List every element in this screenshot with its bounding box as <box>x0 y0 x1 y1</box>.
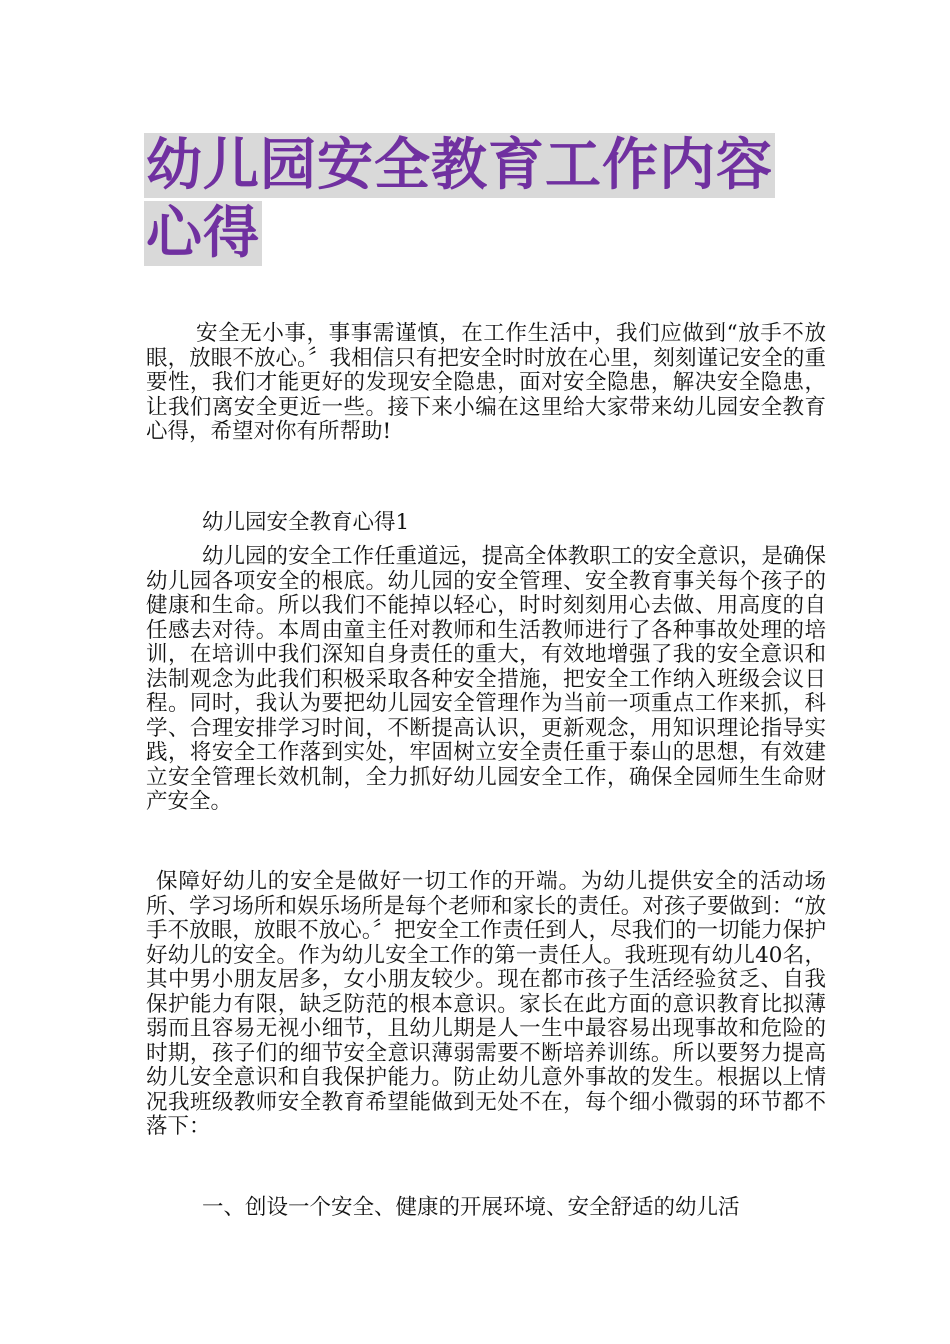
section-heading: 幼儿园安全教育心得1 <box>202 510 410 535</box>
list-item-1: 一、创设一个安全、健康的开展环境、安全舒适的幼儿活 <box>202 1195 740 1220</box>
intro-paragraph: 安全无小事，事事需谨慎，在工作生活中，我们应做到“放手不放眼，放眼不放心。〞我相信只有把安全时时放在心里，刻刻谨记安全的重要性，我们才能更好的发现安全隐患，面对安全隐患，解决安全隐患，让我们离安全更近一些。接下来小编在这里给大家带来幼儿园安全教育心得，希望对你有所帮助! <box>146 321 826 444</box>
title-text: 幼儿园安全教育工作内容心得 <box>146 133 773 266</box>
body-paragraph-2: 保障好幼儿的安全是做好一切工作的开端。为幼儿提供安全的活动场所、学习场所和娱乐场所是每个老师和家长的责任。对孩子要做到：“放手不放眼，放眼不放心。〞把安全工作责任到人，尽我们的一切能力保护好幼儿的安全。作为幼儿安全工作的第一责任人。我班现有幼儿40名，其中男小朋友居多，女小朋友较少。现在都市孩子生活经验贫乏、自我保护能力有限，缺乏防范的根本意识。家长在此方面的意识教育比拟薄弱而且容易无视小细节，且幼儿期是人一生中最容易出现事故和危险的时期，孩子们的细节安全意识薄弱需要不断培养训练。所以要努力提高幼儿安全意识和自我保护能力。防止幼儿意外事故的发生。根据以上情况我班级教师安全教育希望能做到无处不在，每个细小微弱的环节都不落下： <box>146 869 826 1139</box>
document-title <box>144 132 814 268</box>
body-paragraph-1: 幼儿园的安全工作任重道远，提高全体教职工的安全意识，是确保幼儿园各项安全的根底。幼儿园的安全管理、安全教育事关每个孩子的健康和生命。所以我们不能掉以轻心，时时刻刻用心去做、用高度的自任感去对待。本周由童主任对教师和生活教师进行了各种事故处理的培训，在培训中我们深知自身责任的重大，有效地增强了我的安全意识和法制观念为此我们积极采取各种安全措施，把安全工作纳入班级会议日程。同时，我认为要把幼儿园安全管理作为当前一项重点工作来抓，科学、合理安排学习时间，不断提高认识，更新观念，用知识理论指导实践，将安全工作落到实处，牢固树立安全责任重于泰山的思想，有效建立安全管理长效机制，全力抓好幼儿园安全工作，确保全园师生生命财产安全。 <box>146 544 826 814</box>
